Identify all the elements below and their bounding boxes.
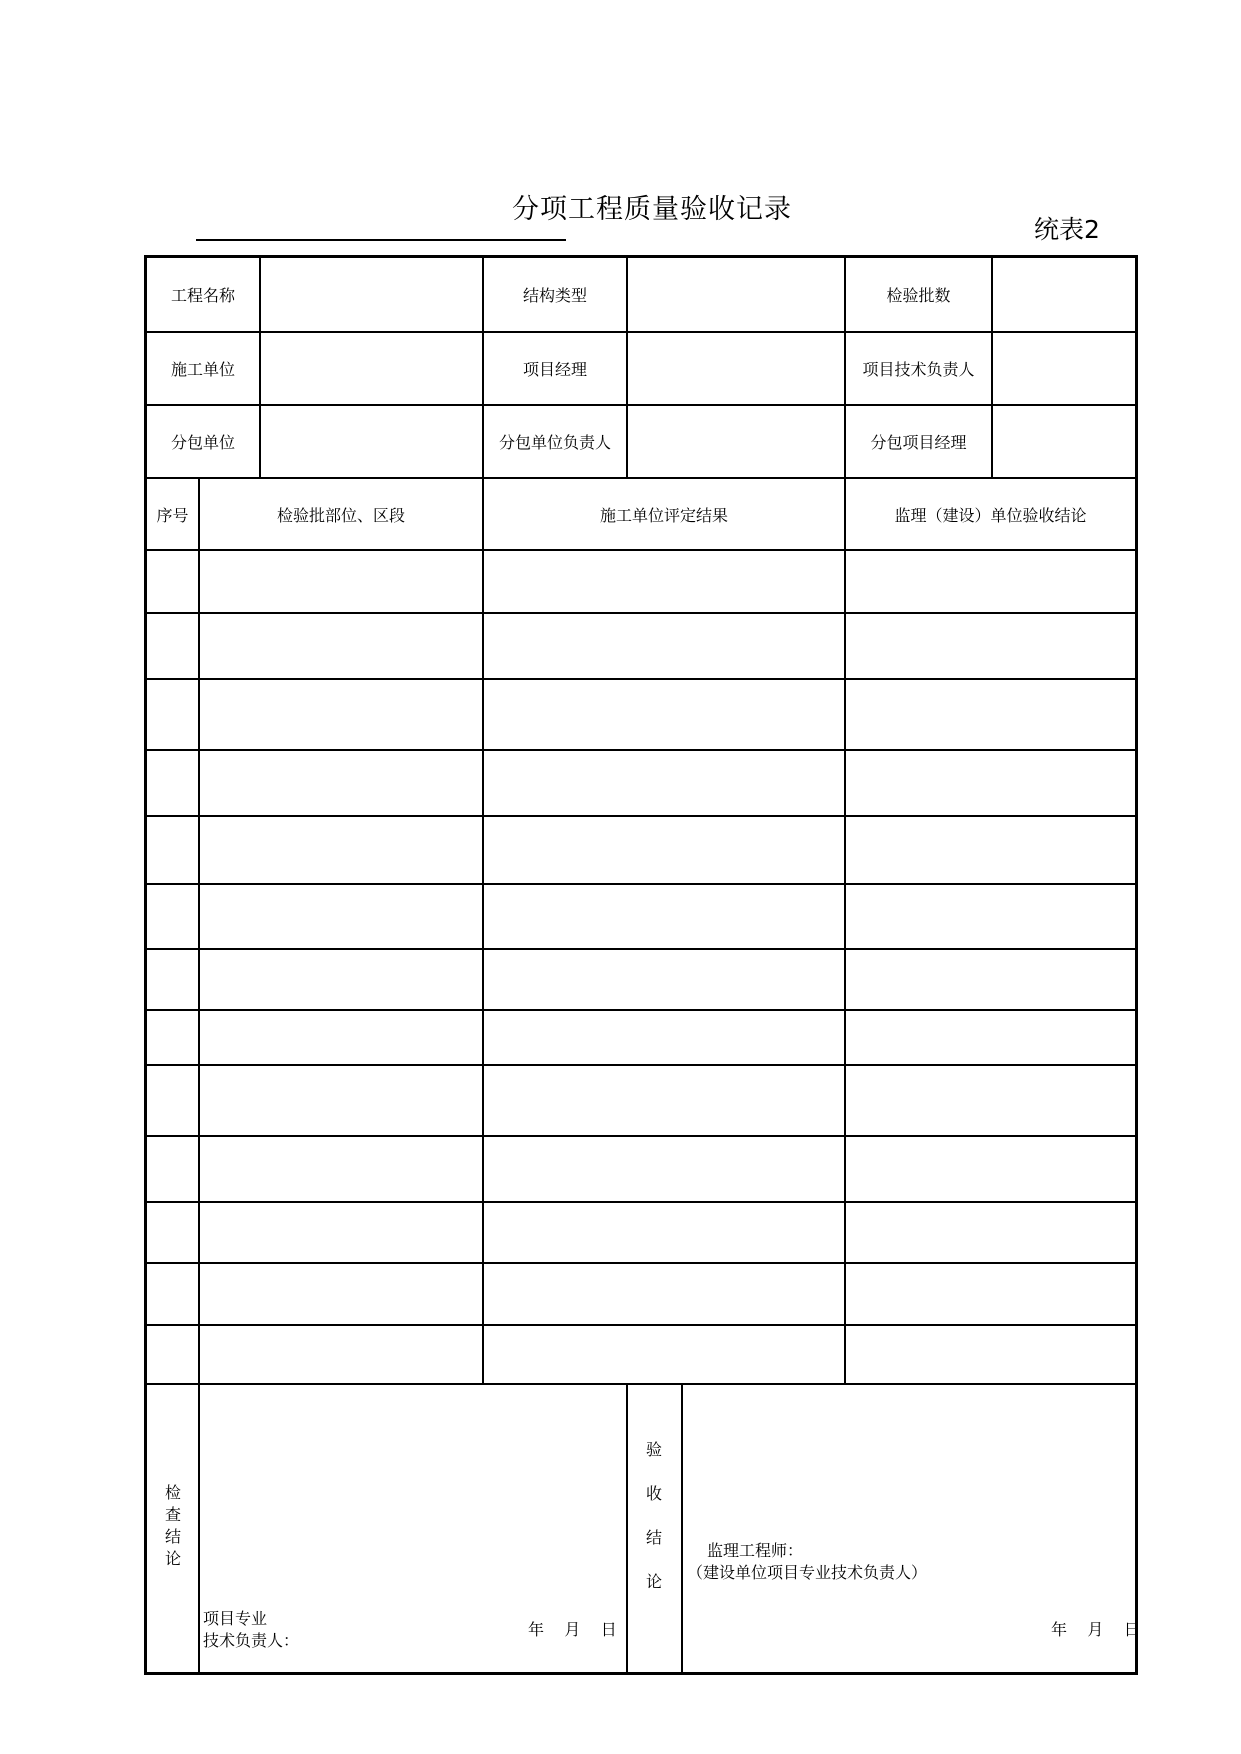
supervisor-conclusion-cell[interactable] — [846, 751, 1135, 815]
seq-cell[interactable] — [147, 817, 198, 883]
seq-cell[interactable] — [147, 1011, 198, 1064]
location-cell[interactable] — [200, 817, 482, 883]
subcontractor-lead-label: 分包单位负责人 — [498, 433, 611, 452]
seq-cell[interactable] — [147, 1203, 198, 1262]
location-cell[interactable] — [200, 1137, 482, 1201]
contractor-result-cell[interactable] — [484, 680, 844, 749]
batch-count-value[interactable] — [993, 258, 1135, 331]
seq-cell[interactable] — [147, 1326, 198, 1381]
contractor-value[interactable] — [261, 333, 482, 404]
date-right: 年 月 日 — [1051, 1620, 1140, 1639]
seq-cell[interactable] — [147, 1264, 198, 1324]
project-name-underline[interactable] — [196, 239, 566, 241]
tech-lead-signature: 项目专业 技术负责人： — [203, 1609, 300, 1650]
location-cell[interactable] — [200, 751, 482, 815]
location-cell[interactable] — [200, 950, 482, 1009]
seq-cell[interactable] — [147, 885, 198, 948]
batch-count-label: 检验批数 — [886, 286, 951, 305]
col-divider — [626, 1383, 628, 1672]
contractor-result-cell[interactable] — [484, 950, 844, 1009]
supervisor-conclusion-cell[interactable] — [846, 614, 1135, 678]
seq-cell[interactable] — [147, 1137, 198, 1201]
project-manager-label: 项目经理 — [522, 360, 587, 379]
supervisor-conclusion-cell[interactable] — [846, 1203, 1135, 1262]
column-header-seq: 序号 — [156, 505, 189, 525]
sub-project-manager-value[interactable] — [993, 406, 1135, 477]
seq-cell[interactable] — [147, 1066, 198, 1135]
supervisor-conclusion-cell[interactable] — [846, 680, 1135, 749]
contractor-result-cell[interactable] — [484, 817, 844, 883]
column-header-supervisor-conclusion: 监理（建设）单位验收结论 — [894, 505, 1087, 525]
contractor-result-cell[interactable] — [484, 1066, 844, 1135]
subcontractor-label: 分包单位 — [170, 433, 235, 452]
project-name-value[interactable] — [261, 258, 482, 331]
record-table — [144, 255, 1138, 1675]
location-cell[interactable] — [200, 1264, 482, 1324]
column-header-contractor-result: 施工单位评定结果 — [599, 505, 728, 525]
contractor-result-cell[interactable] — [484, 1137, 844, 1201]
supervisor-conclusion-cell[interactable] — [846, 551, 1135, 612]
tech-lead-label: 项目技术负责人 — [862, 360, 975, 379]
supervisor-conclusion-cell[interactable] — [846, 1326, 1135, 1381]
form-title: 分项工程质量验收记录 — [512, 194, 792, 225]
structure-type-value[interactable] — [628, 258, 844, 331]
project-manager-value[interactable] — [628, 333, 844, 404]
column-header-location: 检验批部位、区段 — [276, 505, 405, 525]
location-cell[interactable] — [200, 1011, 482, 1064]
supervisor-conclusion-cell[interactable] — [846, 1264, 1135, 1324]
date-left: 年 月 日 — [528, 1620, 617, 1639]
contractor-result-cell[interactable] — [484, 1203, 844, 1262]
supervisor-conclusion-cell[interactable] — [846, 950, 1135, 1009]
contractor-label: 施工单位 — [170, 360, 235, 379]
supervisor-conclusion-cell[interactable] — [846, 885, 1135, 948]
subcontractor-value[interactable] — [261, 406, 482, 477]
location-cell[interactable] — [200, 1066, 482, 1135]
contractor-result-cell[interactable] — [484, 885, 844, 948]
location-cell[interactable] — [200, 614, 482, 678]
contractor-result-cell[interactable] — [484, 614, 844, 678]
seq-cell[interactable] — [147, 950, 198, 1009]
acceptance-conclusion-area[interactable] — [683, 1385, 1135, 1525]
contractor-result-cell[interactable] — [484, 1011, 844, 1064]
structure-type-label: 结构类型 — [522, 286, 587, 305]
check-conclusion-area[interactable] — [200, 1385, 626, 1585]
seq-cell[interactable] — [147, 551, 198, 612]
contractor-result-cell[interactable] — [484, 1326, 844, 1381]
supervisor-signature: 监理工程师： （建设单位项目专业技术负责人） — [687, 1541, 928, 1582]
supervisor-conclusion-cell[interactable] — [846, 1137, 1135, 1201]
subcontractor-lead-value[interactable] — [628, 406, 844, 477]
location-cell[interactable] — [200, 1326, 482, 1381]
supervisor-conclusion-cell[interactable] — [846, 1066, 1135, 1135]
seq-cell[interactable] — [147, 614, 198, 678]
location-cell[interactable] — [200, 885, 482, 948]
tech-lead-value[interactable] — [993, 333, 1135, 404]
project-name-label: 工程名称 — [170, 286, 235, 305]
sub-project-manager-label: 分包项目经理 — [870, 433, 967, 452]
supervisor-conclusion-cell[interactable] — [846, 1011, 1135, 1064]
form-number: 统表2 — [1034, 215, 1100, 244]
contractor-result-cell[interactable] — [484, 551, 844, 612]
seq-cell[interactable] — [147, 751, 198, 815]
location-cell[interactable] — [200, 1203, 482, 1262]
contractor-result-cell[interactable] — [484, 1264, 844, 1324]
contractor-result-cell[interactable] — [484, 751, 844, 815]
check-conclusion-label: 检 查 结 论 — [164, 1483, 181, 1568]
acceptance-conclusion-label: 验 收 结 论 — [645, 1440, 662, 1591]
location-cell[interactable] — [200, 551, 482, 612]
location-cell[interactable] — [200, 680, 482, 749]
seq-cell[interactable] — [147, 680, 198, 749]
supervisor-conclusion-cell[interactable] — [846, 817, 1135, 883]
